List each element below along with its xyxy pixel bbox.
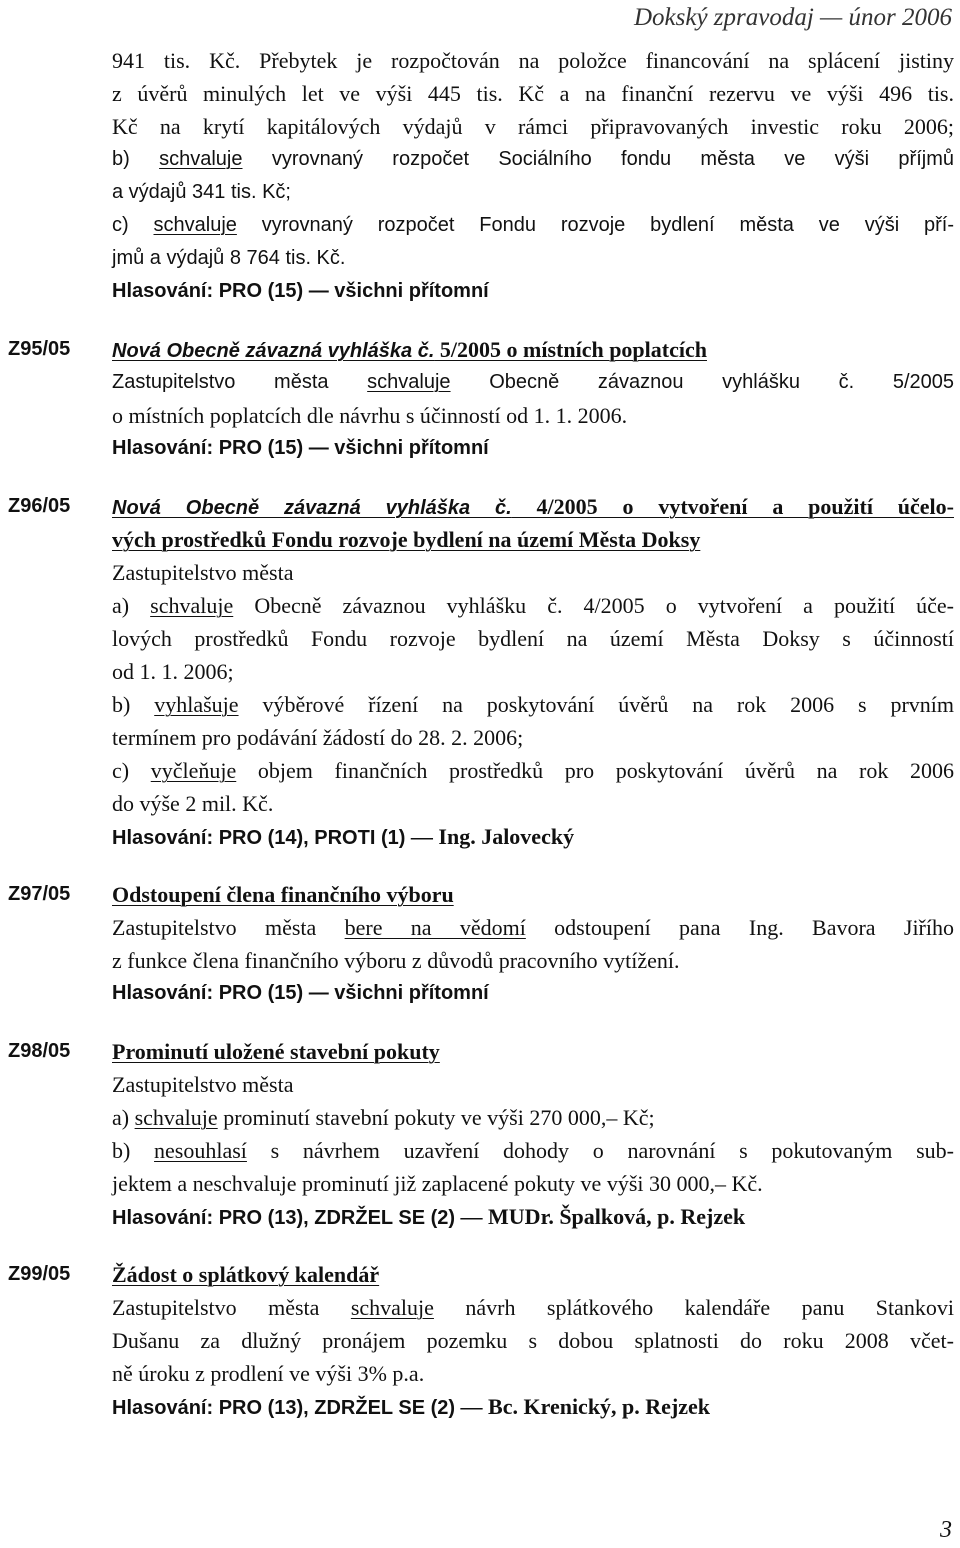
- text-line: b) vyhlašuje výběrové řízení na poskytování úvěrů na rok 2006 s prvním: [112, 692, 954, 717]
- text-line: termínem pro podávání žádostí do 28. 2. 2006;: [112, 725, 524, 750]
- verb-vyhlasuje: vyhlašuje: [154, 692, 239, 717]
- text-line: jektem a neschvaluje prominutí již zaplacené pokuty ve výši 30 000,– Kč.: [112, 1171, 763, 1196]
- text-line: o místních poplatcích dle návrhu s účinností od 1. 1. 2006.: [112, 403, 628, 428]
- resolution-z98: [8, 1035, 954, 1233]
- resolution-title: Prominutí uložené stavební pokuty: [112, 1039, 440, 1064]
- verb-schvaluje: schvaluje: [150, 593, 234, 618]
- resolution-title: Žádost o splátkový kalendář: [112, 1262, 380, 1287]
- intro-block: [8, 44, 954, 308]
- resolution-id: Z99/05: [8, 1263, 71, 1285]
- text-line: 941 tis. Kč. Přebytek je rozpočtován na položce financování na splácení jistiny: [112, 48, 954, 73]
- resolution-id: Z98/05: [8, 1040, 71, 1062]
- resolution-title: Nová Obecně závazná vyhláška č. 5/2005 o místních poplatcích: [112, 337, 707, 362]
- resolution-id: Z95/05: [8, 338, 71, 360]
- text-line: Zastupitelstvo města bere na vědomí odstoupení pana Ing. Bavora Jiřího: [112, 915, 954, 940]
- text-line: Dušanu za dlužný pronájem pozemku s dobou splatnosti do roku 2008 včet-: [112, 1328, 954, 1353]
- resolution-title-cont: vých prostředků Fondu rozvoje bydlení na území Města Doksy: [112, 527, 701, 552]
- text-line: Zastupitelstvo města: [112, 1072, 294, 1097]
- verb-schvaluje: schvaluje: [159, 148, 243, 170]
- vote-result: Hlasování: PRO (15) — všichni přítomní: [112, 280, 489, 302]
- text-line: Zastupitelstvo města: [112, 560, 294, 585]
- verb-nesouhlasi: nesouhlasí: [154, 1138, 247, 1163]
- text-line: a výdajů 341 tis. Kč;: [112, 181, 291, 203]
- vote-result: Hlasování: PRO (13), ZDRŽEL SE (2) — Bc. Krenický, p. Rejzek: [112, 1394, 711, 1419]
- verb-vycleňuje: vyčleňuje: [150, 758, 237, 783]
- text-line: a) schvaluje prominutí stavební pokuty ve výši 270 000,– Kč;: [112, 1105, 655, 1130]
- text-line: Zastupitelstvo města schvaluje návrh splátkového kalendáře panu Stankovi: [112, 1295, 954, 1320]
- text-line: b) nesouhlasí s návrhem uzavření dohody o narovnání s pokutovaným sub-: [112, 1138, 955, 1163]
- text-line: c) vyčleňuje objem finančních prostředků pro poskytování úvěrů na rok 2006: [112, 758, 955, 783]
- vote-result: Hlasování: PRO (15) — všichni přítomní: [112, 982, 489, 1004]
- resolution-id: Z96/05: [8, 495, 71, 517]
- document-body: [8, 44, 954, 1423]
- text-line: Zastupitelstvo města schvaluje Obecně závaznou vyhlášku č. 5/2005: [112, 371, 954, 393]
- resolution-title: Nová Obecně závazná vyhláška č. 4/2005 o vytvoření a použití účelo-: [112, 494, 954, 519]
- verb-schvaluje: schvaluje: [134, 1105, 218, 1130]
- resolution-title: Odstoupení člena finančního výboru: [112, 882, 454, 907]
- text-line: z funkce člena finančního výboru z důvodů pracovního vytížení.: [112, 948, 680, 973]
- page-number: 3: [940, 1517, 952, 1543]
- text-line: a) schvaluje Obecně závaznou vyhlášku č. 4/2005 o vytvoření a použití úče-: [112, 593, 954, 618]
- text-line: do výše 2 mil. Kč.: [112, 791, 274, 816]
- text-line: ně úroku z prodlení ve výši 3% p.a.: [112, 1361, 425, 1386]
- verb-schvaluje: schvaluje: [153, 214, 237, 236]
- text-line: jmů a výdajů 8 764 tis. Kč.: [112, 247, 346, 269]
- resolution-z95: [8, 333, 954, 465]
- verb-schvaluje: schvaluje: [350, 1295, 434, 1320]
- vote-result: Hlasování: PRO (15) — všichni přítomní: [112, 437, 489, 459]
- resolution-id: Z97/05: [8, 883, 71, 905]
- resolution-z96: [8, 490, 954, 853]
- running-header: Dokský zpravodaj — únor 2006: [633, 4, 952, 31]
- verb-bere-na-vedomi: bere na vědomí: [344, 915, 526, 940]
- verb-schvaluje: schvaluje: [367, 371, 451, 393]
- text-line: c) schvaluje vyrovnaný rozpočet Fondu rozvoje bydlení města ve výši pří-: [112, 214, 954, 236]
- text-line: b) schvaluje vyrovnaný rozpočet Sociálního fondu města ve výši příjmů: [112, 148, 954, 170]
- resolution-z97: [8, 878, 954, 1010]
- resolution-z99: [8, 1258, 954, 1423]
- vote-result: Hlasování: PRO (14), PROTI (1) — Ing. Jalovecký: [112, 824, 575, 849]
- vote-result: Hlasování: PRO (13), ZDRŽEL SE (2) — MUDr. Špalková, p. Rejzek: [112, 1204, 746, 1229]
- text-line: z úvěrů minulých let ve výši 445 tis. Kč a na finanční rezervu ve výši 496 tis.: [112, 81, 954, 106]
- text-line: Kč na krytí kapitálových výdajů v rámci připravovaných investic roku 2006;: [112, 114, 954, 139]
- text-line: od 1. 1. 2006;: [112, 659, 234, 684]
- text-line: lových prostředků Fondu rozvoje bydlení na území Města Doksy s účinností: [112, 626, 954, 651]
